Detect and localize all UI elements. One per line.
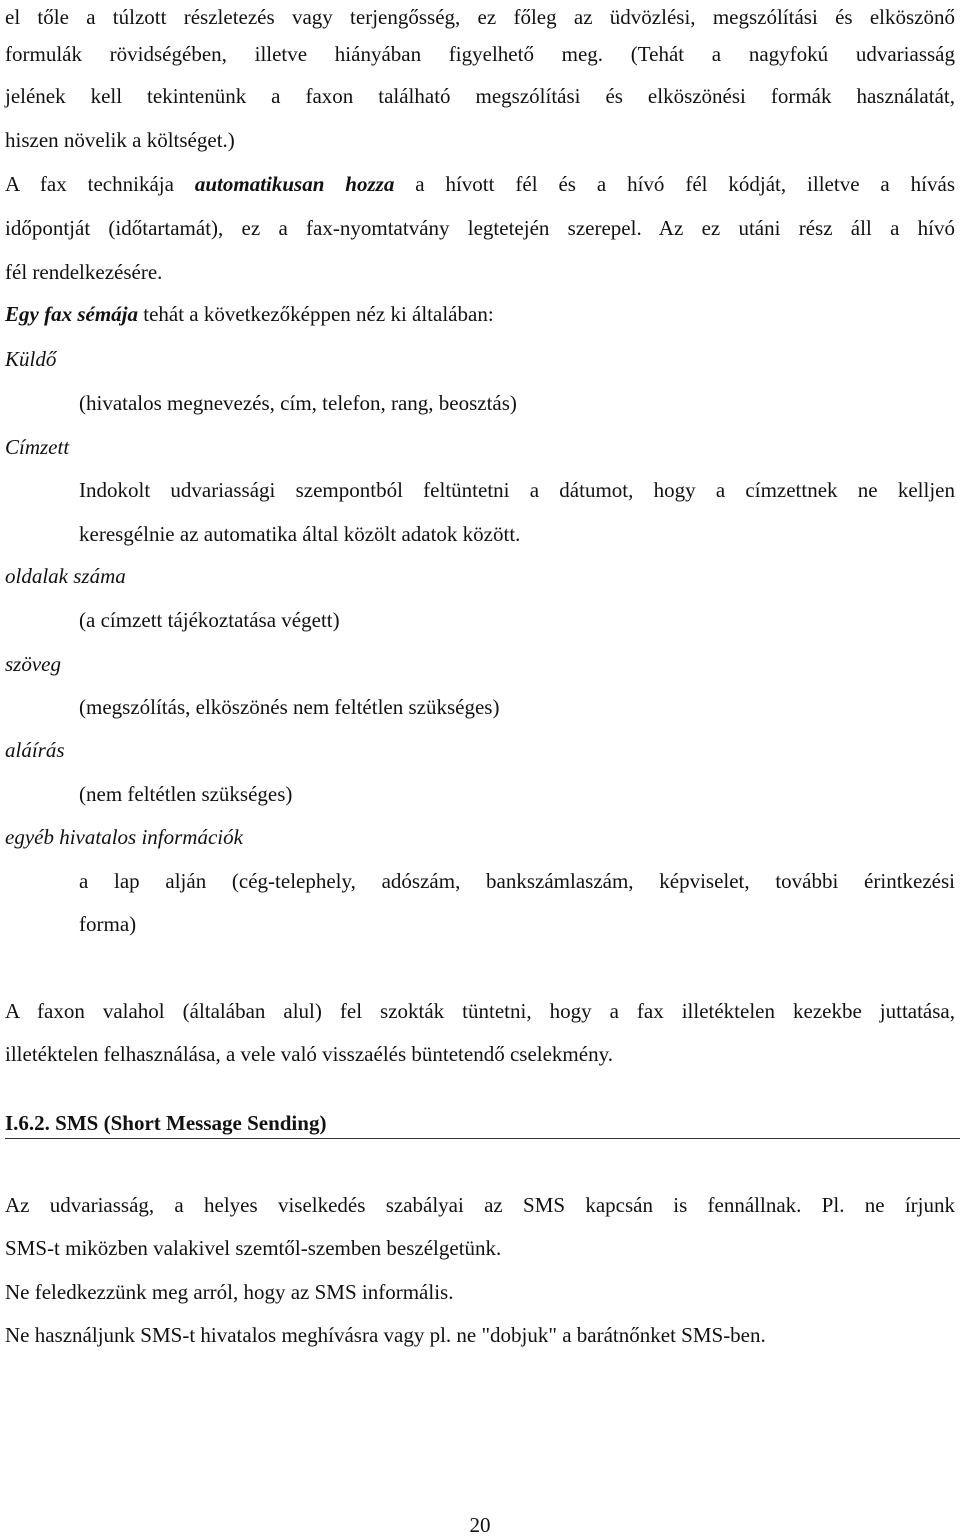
schema-emphasis: Egy fax sémája — [5, 302, 138, 326]
sms-line-4: Ne használjunk SMS-t hivatalos meghívásra vagy pl. ne "dobjuk" a barátnőnket SMS-ben. — [5, 1323, 766, 1347]
fax-tech-line-3: fél rendelkezésére. — [5, 260, 163, 284]
schema-term-page-count: oldalak száma — [5, 564, 126, 588]
schema-desc-other-info-1: a lap alján (cég-telephely, adószám, bankszámlaszám, képviselet, további érintkezési — [79, 869, 955, 893]
intro-line-2: formulák rövidségében, illetve hiányában figyelhető meg. (Tehát a nagyfokú udvariasság — [5, 42, 955, 66]
schema-term-recipient: Címzett — [5, 435, 70, 459]
schema-desc-signature: (nem feltétlen szükséges) — [79, 782, 293, 806]
schema-desc-recipient-1: Indokolt udvariassági szempontból feltüntetni a dátumot, hogy a címzettnek ne kelljen — [79, 478, 955, 502]
schema-desc-page-count: (a címzett tájékoztatása végett) — [79, 608, 340, 632]
schema-intro-rest: tehát a következőképpen néz ki általában: — [137, 302, 494, 326]
schema-desc-recipient-2: keresgélnie az automatika által közölt adatok között. — [79, 522, 521, 546]
fax-tech-line-1 — [5, 169, 955, 199]
sms-line-3: Ne feledkezzünk meg arról, hogy az SMS informális. — [5, 1280, 454, 1304]
sms-line-1: Az udvariasság, a helyes viselkedés szabályai az SMS kapcsán is fennállnak. Pl. ne írjunk — [5, 1193, 955, 1217]
fax-tech-pre: A fax technikája — [5, 172, 195, 196]
schema-desc-text: (megszólítás, elköszönés nem feltétlen szükséges) — [79, 695, 500, 719]
fax-tech-line-2: időpontját (időtartamát), ez a fax-nyomtatvány legtetején szerepel. Az ez utáni rész áll a hívó — [5, 216, 955, 240]
fax-tech-post: a hívott fél és a hívó fél kódját, illetve a hívás — [394, 172, 955, 196]
schema-intro — [5, 299, 955, 329]
sms-line-2: SMS-t miközben valakivel szemtől-szemben beszélgetünk. — [5, 1236, 502, 1260]
schema-desc-sender: (hivatalos megnevezés, cím, telefon, rang, beosztás) — [79, 391, 517, 415]
schema-term-signature: aláírás — [5, 738, 65, 762]
intro-line-3: jelének kell tekintenünk a faxon található megszólítási és elköszönési formák használatát, — [5, 84, 955, 108]
schema-desc-other-info-2: forma) — [79, 912, 137, 936]
section-heading: I.6.2. SMS (Short Message Sending) — [5, 1108, 960, 1139]
page-number: 20 — [469, 1513, 491, 1537]
schema-term-sender: Küldő — [5, 347, 57, 371]
warning-line-2: illetéktelen felhasználása, a vele való visszaélés büntetendő cselekmény. — [5, 1042, 613, 1066]
warning-line-1: A faxon valahol (általában alul) fel szokták tüntetni, hogy a fax illetéktelen kezekbe juttatása, — [5, 999, 955, 1023]
intro-line-1: el tőle a túlzott részletezés vagy terjengősség, ez főleg az üdvözlési, megszólítási és elköszönő — [5, 5, 955, 29]
schema-term-text: szöveg — [5, 652, 61, 676]
fax-tech-emphasis: automatikusan hozza — [194, 172, 395, 196]
schema-term-other-info: egyéb hivatalos információk — [5, 825, 243, 849]
intro-line-4: hiszen növelik a költséget.) — [5, 128, 235, 152]
